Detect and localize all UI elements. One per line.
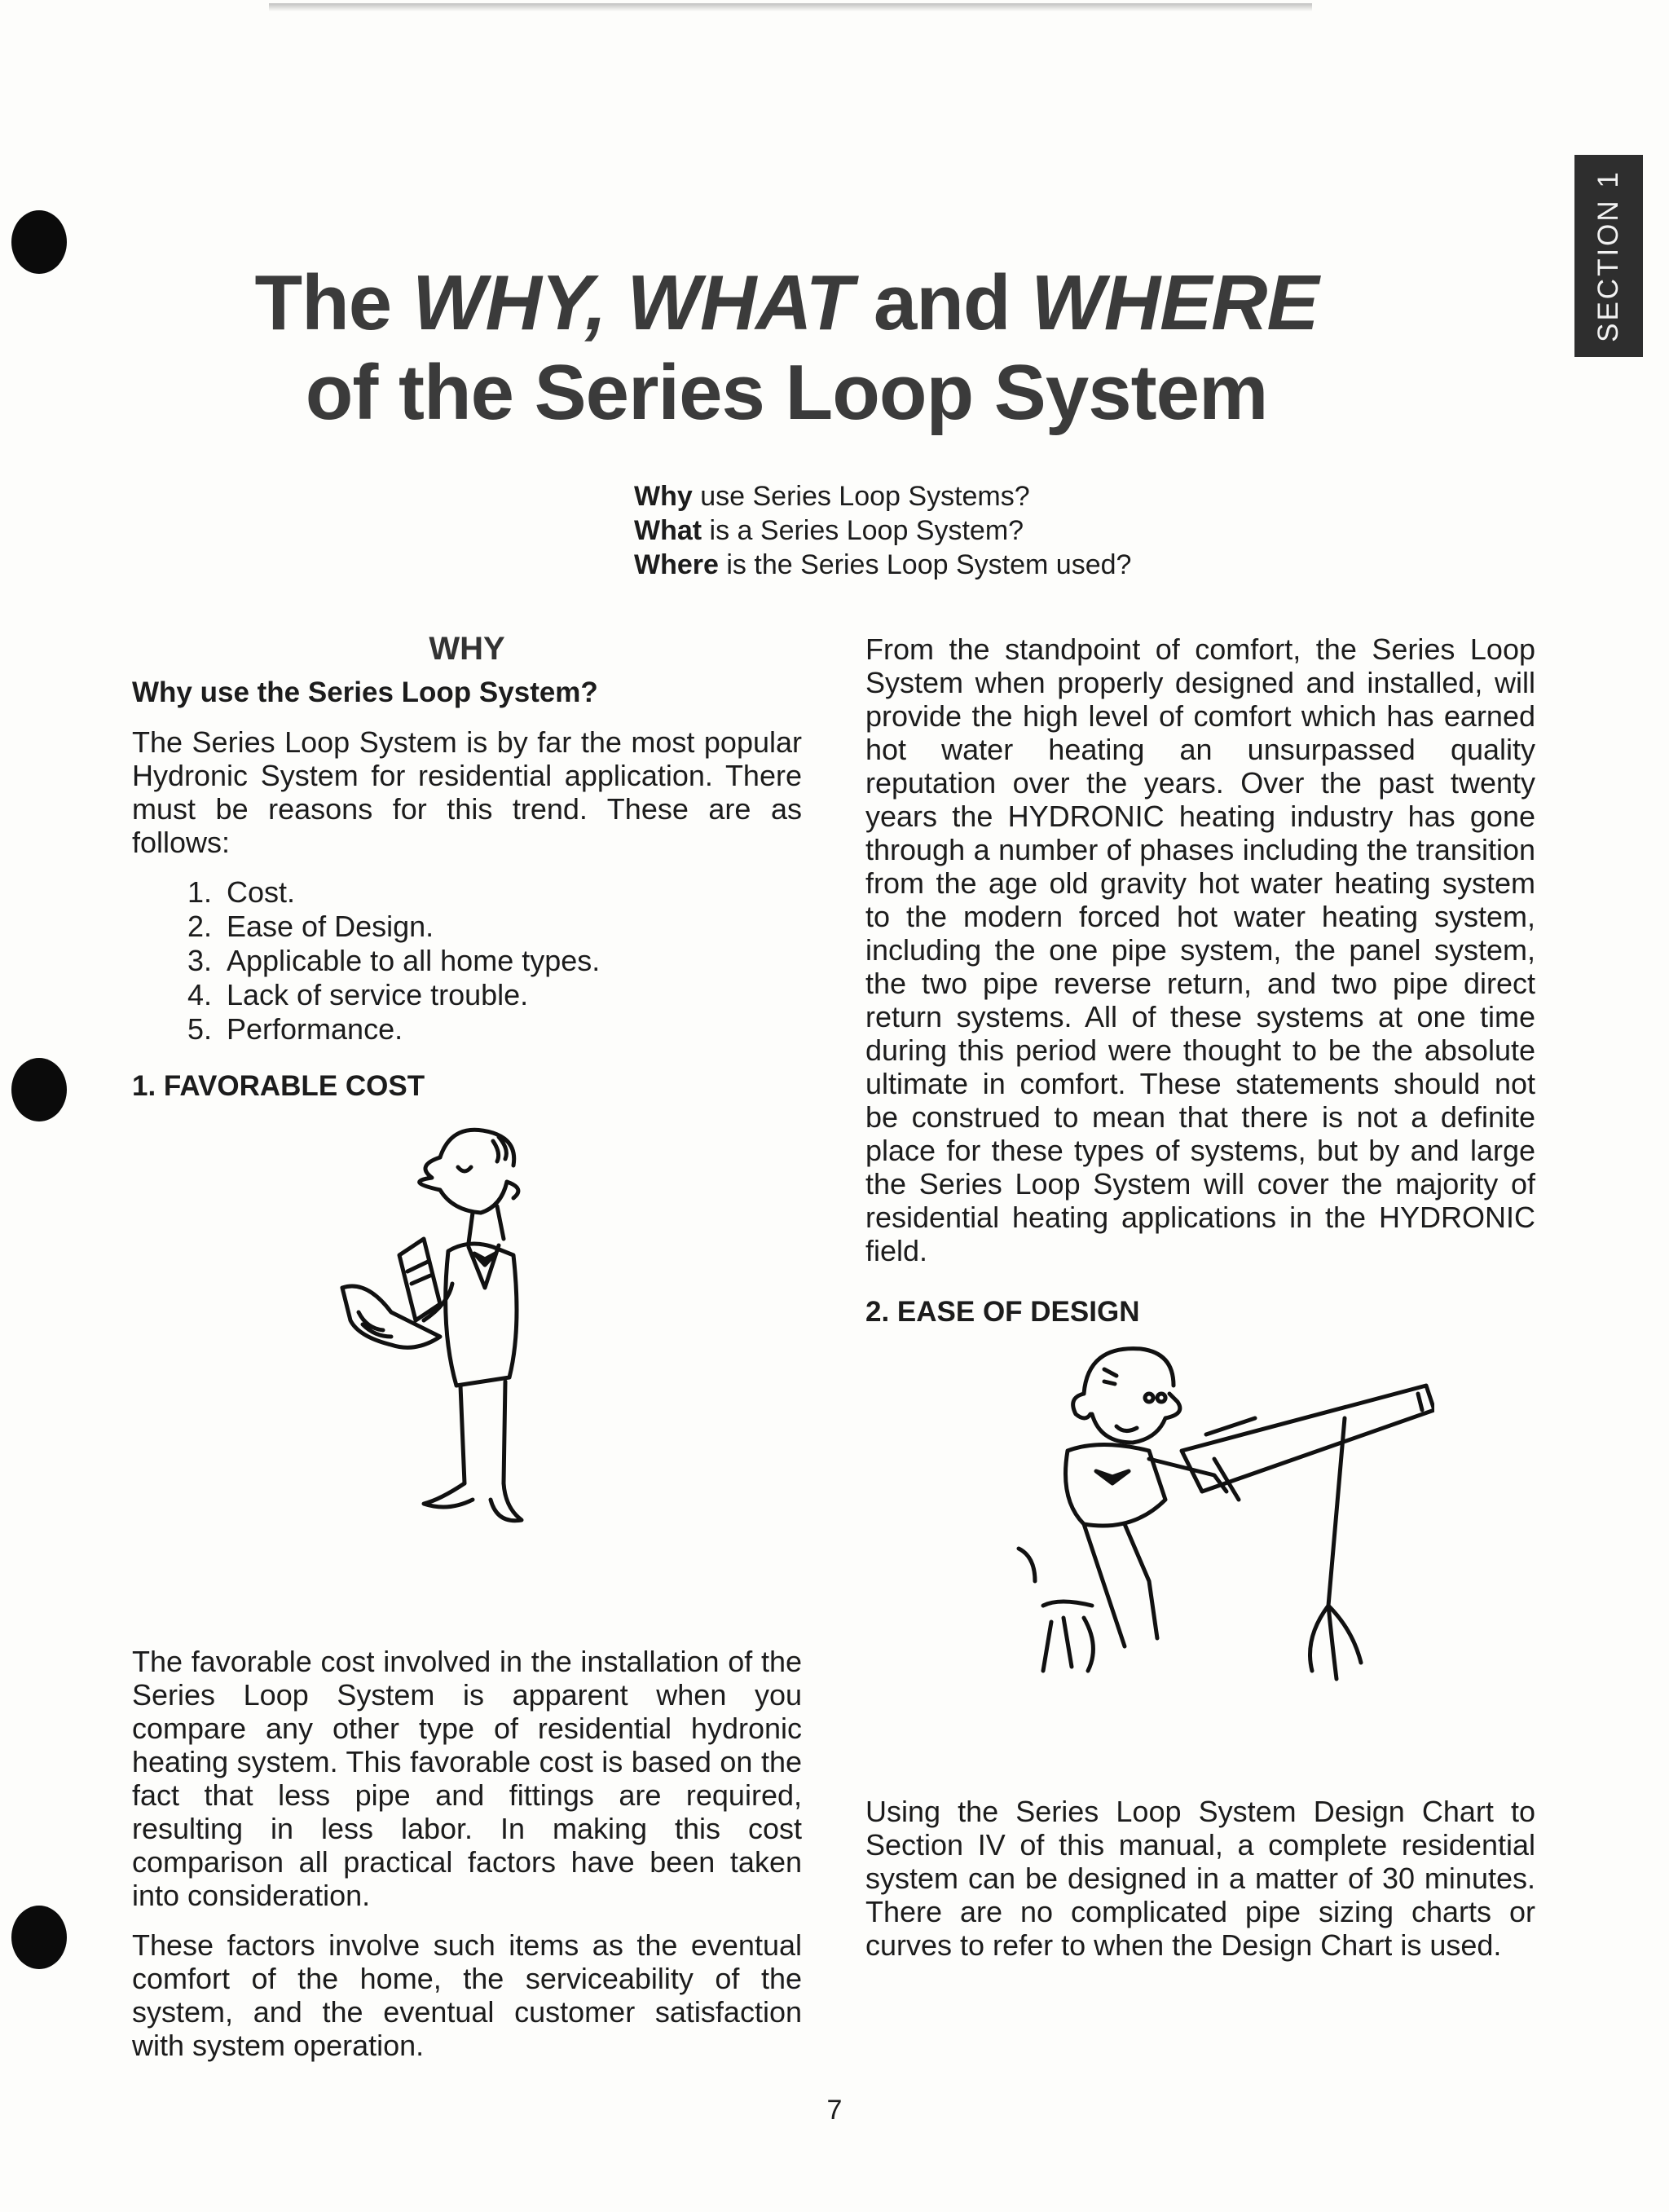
reason-item: 2. Ease of Design. xyxy=(220,910,802,944)
question-key: What xyxy=(634,515,702,546)
section-tab xyxy=(1574,155,1643,357)
title-where: WHERE xyxy=(1031,259,1319,346)
favorable-cost-paragraph-2: These factors involve such items as the eventual comfort of the home, the serviceability of the system, and the eventual customer satisfaction with system operation. xyxy=(132,1928,802,2062)
section-tab-label: SECTION 1 xyxy=(1592,170,1625,342)
title-and: and xyxy=(852,259,1032,346)
reasons-list xyxy=(132,875,802,1047)
question-text: is the Series Loop System used? xyxy=(718,549,1132,580)
question-text: use Series Loop Systems? xyxy=(692,481,1030,512)
man-with-checkbook-illustration xyxy=(318,1117,628,1589)
question-key: Why xyxy=(634,481,693,512)
question-what xyxy=(634,513,1131,548)
reason-item: 5. Performance. xyxy=(220,1012,802,1047)
right-column-top xyxy=(865,632,1535,1329)
ease-of-design-paragraph: Using the Series Loop System Design Chart to Section IV of this manual, a complete residential system can be designed in a matter of 30 minutes. There are no complicated pipe sizing charts or curves to refer to when the Design Chart is used. xyxy=(865,1795,1535,1962)
comfort-paragraph: From the standpoint of comfort, the Series Loop System when properly designed and installed, will provide the high level of comfort which has earned hot water heating an unsurpassed quality reputation over the years. Over the past twenty years the HYDRONIC heating industry has gone through a number of phases including the transition from the age old gravity hot water heating system to the modern forced hot water heating system, including the one pipe system, the panel system, the two pipe reverse return, and two pipe direct return systems. All of these systems at one time during this period were thought to be the absolute ultimate in comfort. These statements should not be construed to mean that there is not a definite place for these types of systems, but by and large the Series Loop System will cover the majority of residential heating applications in the HYDRONIC field. xyxy=(865,632,1535,1267)
title-why-what: WHY, WHAT xyxy=(412,259,853,346)
reason-item: 1. Cost. xyxy=(220,875,802,910)
left-column-bottom xyxy=(132,1645,802,2062)
page-number: 7 xyxy=(826,2095,843,2126)
question-key: Where xyxy=(634,549,719,580)
favorable-cost-heading: 1. FAVORABLE COST xyxy=(132,1070,425,1102)
question-why xyxy=(634,479,1131,513)
question-list xyxy=(634,479,1131,582)
binder-hole-middle xyxy=(11,1058,67,1121)
title-the: The xyxy=(254,259,412,346)
page-title-line1 xyxy=(204,259,1369,347)
question-where xyxy=(634,548,1131,582)
man-at-drafting-table-illustration xyxy=(994,1337,1434,1744)
reason-item: 3. Applicable to all home types. xyxy=(220,944,802,978)
why-intro-paragraph: The Series Loop System is by far the most popular Hydronic System for residential application. There must be reasons for this trend. These are as follows: xyxy=(132,725,802,859)
why-subheading: Why use the Series Loop System? xyxy=(132,676,598,708)
right-column-bottom xyxy=(865,1795,1535,1962)
scan-edge-shadow xyxy=(269,3,1312,11)
binder-hole-top xyxy=(11,210,67,274)
favorable-cost-paragraph-1: The favorable cost involved in the installation of the Series Loop System is apparent when you compare any other type of residential hydronic heating system. This favorable cost is based on the fact that less pipe and fittings are required, resulting in less labor. In making this cost comparison all practical factors have been taken into consideration. xyxy=(132,1645,802,1912)
why-heading: WHY xyxy=(429,631,505,667)
page-title-line2: of the Series Loop System xyxy=(305,349,1268,436)
binder-hole-bottom xyxy=(11,1906,67,1969)
reason-item: 4. Lack of service trouble. xyxy=(220,978,802,1012)
question-text: is a Series Loop System? xyxy=(702,515,1024,546)
ease-of-design-heading: 2. EASE OF DESIGN xyxy=(865,1296,1140,1328)
left-column-top xyxy=(132,632,802,1103)
